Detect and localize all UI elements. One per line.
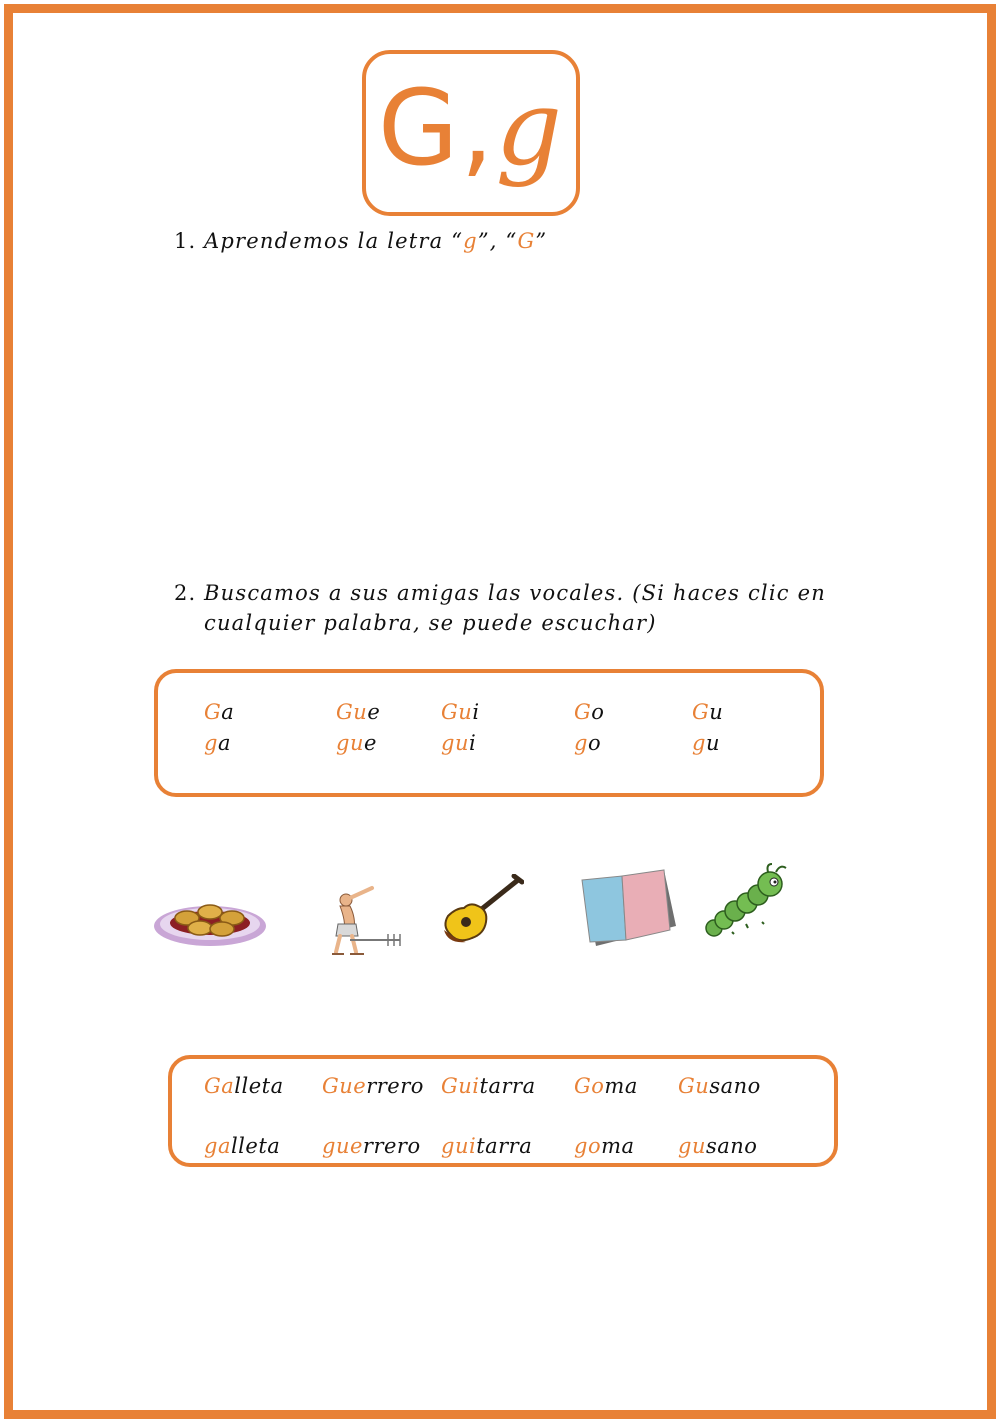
- word-galleta-upper[interactable]: Galleta: [204, 1074, 284, 1098]
- syllable-gui-lower[interactable]: gui: [441, 731, 477, 755]
- page-title: G,g: [377, 67, 565, 189]
- word-guitarra-lower[interactable]: guitarra: [441, 1134, 533, 1158]
- syllable-gue-upper[interactable]: Gue: [336, 700, 381, 724]
- syllable-go-lower[interactable]: go: [574, 731, 602, 755]
- word-guerrero-upper[interactable]: Guerrero: [322, 1074, 424, 1098]
- instruction-1-number: 1.: [174, 229, 197, 253]
- syllable-ga-lower[interactable]: ga: [204, 731, 231, 755]
- instruction-1: 1. Aprendemos la letra “g”, “G”: [174, 226, 594, 256]
- word-gusano-lower[interactable]: gusano: [678, 1134, 758, 1158]
- instruction-2-number: 2.: [174, 581, 197, 605]
- letter-lower: g: [463, 229, 478, 253]
- guitar-icon[interactable]: [438, 874, 524, 948]
- word-goma-lower[interactable]: goma: [574, 1134, 635, 1158]
- syllable-gu-lower[interactable]: gu: [692, 731, 720, 755]
- warrior-icon[interactable]: [320, 884, 404, 958]
- syllable-go-upper[interactable]: Go: [574, 700, 605, 724]
- syllables-box: [154, 669, 824, 797]
- cookies-plate-icon[interactable]: [152, 890, 268, 950]
- letter-upper: G: [517, 229, 536, 253]
- word-goma-upper[interactable]: Goma: [574, 1074, 638, 1098]
- syllable-gu-upper[interactable]: Gu: [692, 700, 724, 724]
- eraser-icon[interactable]: [580, 866, 678, 950]
- instruction-2: 2. Buscamos a sus amigas las vocales. (Si haces clic en cualquier palabra, se puede escuchar): [174, 578, 834, 638]
- caterpillar-icon[interactable]: [702, 862, 794, 942]
- word-galleta-lower[interactable]: galleta: [204, 1134, 281, 1158]
- syllable-ga-upper[interactable]: Ga: [204, 700, 235, 724]
- syllable-gui-upper[interactable]: Gui: [441, 700, 480, 724]
- syllable-gue-lower[interactable]: gue: [336, 731, 377, 755]
- word-gusano-upper[interactable]: Gusano: [678, 1074, 761, 1098]
- word-guitarra-upper[interactable]: Guitarra: [441, 1074, 536, 1098]
- title-card: [362, 50, 580, 216]
- word-guerrero-lower[interactable]: guerrero: [322, 1134, 421, 1158]
